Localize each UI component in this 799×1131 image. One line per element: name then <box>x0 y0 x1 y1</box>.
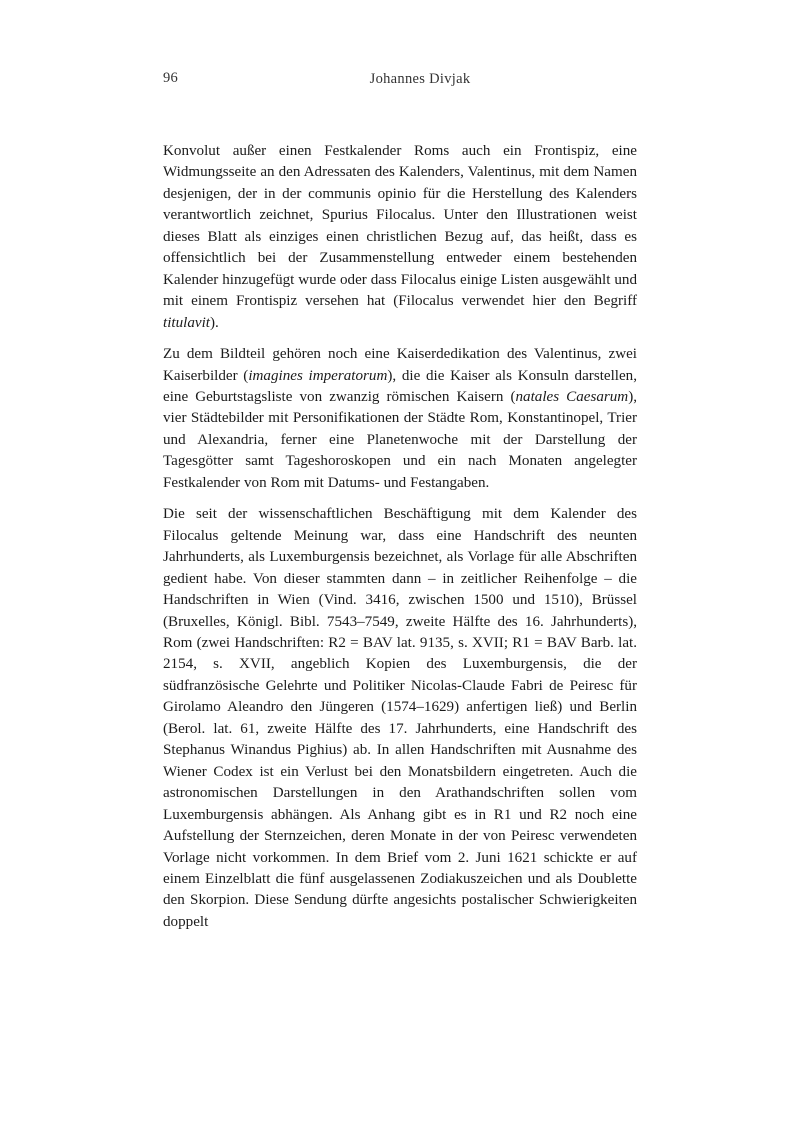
italic-term: titulavit <box>163 314 210 331</box>
running-title: Johannes Divjak <box>369 71 471 87</box>
para-1 <box>163 141 637 334</box>
body-text-block <box>163 141 637 933</box>
italic-term: natales Caesarum <box>515 388 629 405</box>
text-run: Die seit der wissenschaftlichen Beschäftigung mit dem Kalender des Filocalus geltende Meinung war, dass eine Handschrift des neunten Jahrhunderts, als Luxemburgensis bezeichnet, als Vorlage für alle Abschriften gedient habe. Von dieser stammten dann – in zeitlicher Reihenfolge – die Handschriften in Wien (Vind. 3416, zwischen 1500 und 1510), Brüssel (Bruxelles, Königl. Bibl. 7543–7549, zweite Hälfte des 16. Jahrhunderts), Rom (zwei Handschriften: R2 = BAV lat. 9135, s. XVII; R1 = BAV Barb. lat. 2154, s. XVII, angeblich Kopien des Luxemburgensis, die der südfranzösische Gelehrte und Politiker Nicolas-Claude Fabri de Peiresc für Girolamo Aleandro den Jüngeren (1574–1629) anfertigen ließ) und Berlin (Berol. lat. 61, zweite Hälfte des 17. Jahrhunderts, eine Handschrift des Stephanus Winandus Pighius) ab. In allen Handschriften mit Ausnahme des Wiener Codex ist ein Verlust bei den Monatsbildern eingetreten. Auch die astronomischen Darstellungen in den Arathandschriften sollen vom Luxemburgensis abhängen. Als Anhang gibt es in R1 und R2 noch eine Aufstellung der Sternzeichen, deren Monate in der von Peiresc verwendeten Vorlage nicht vorkommen. In dem Brief vom 2. Juni 1621 schickte er auf einem Einzelblatt die fünf ausgelassenen Zodiakuszeichen und als Doublette den Skorpion. Diese Sendung dürfte angesichts postalischer Schwierigkeiten doppelt <box>163 506 637 930</box>
page-header <box>163 70 637 90</box>
text-run: Konvolut außer einen Festkalender Roms auch ein Frontispiz, eine Widmungsseite an den Adressaten des Kalenders, Valentinus, mit dem Namen desjenigen, der in der communis opinio für die Herstellung des Kalenders verantwortlich zeichnet, Spurius Filocalus. Unter den Illustrationen weist dieses Blatt als einziges einen christlichen Bezug auf, das heißt, dass es offensichtlich bei der Zusammenstellung entweder einem bestehenden Kalender hinzugefügt wurde oder dass Filocalus einige Listen ausgewählt und mit einem Frontispiz versehen hat (Filocalus verwendet hier den Begriff <box>163 143 637 310</box>
text-run: ), vier Städtebilder mit Personifikationen der Städte Rom, Konstantinopel, Trier und Alexandria, ferner eine Planetenwoche mit der Darstellung der Tagesgötter samt Tageshoroskopen und ein nach Monaten angelegter Festkalender von Rom mit Datums- und Festangaben. <box>163 388 638 491</box>
page-number: 96 <box>163 70 178 86</box>
text-run: ). <box>209 314 219 331</box>
text-run: ), die die Kaiser als Konsuln darstellen, eine Geburtstagsliste von zwanzig römischen Kaisern ( <box>163 367 637 405</box>
text-run: Zu dem Bildteil gehören noch eine Kaiserdedikation des Valentinus, zwei Kaiserbilder ( <box>163 346 637 384</box>
italic-term: imagines imperatorum <box>248 367 388 384</box>
para-3 <box>163 504 637 933</box>
para-2 <box>163 344 637 494</box>
